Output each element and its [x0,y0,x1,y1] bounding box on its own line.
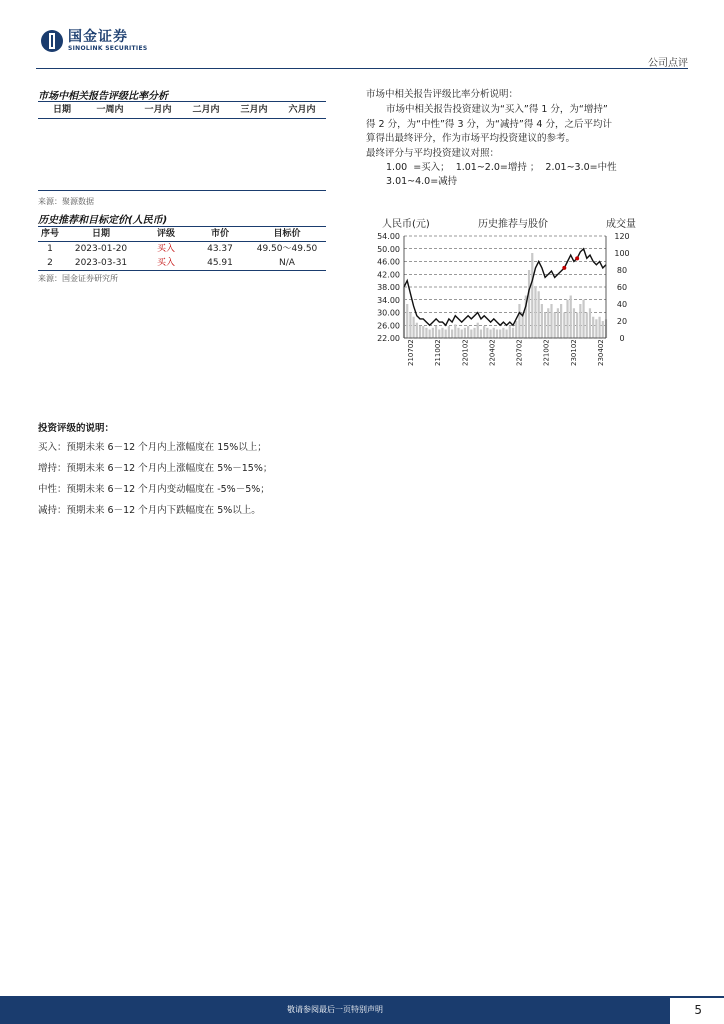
y-tick-label: 34.00 [377,295,400,305]
row-price: 43.37 [207,244,233,254]
col-price: 市价 [210,229,229,239]
page-footer [0,996,724,1024]
y2-tick-label: 60 [616,283,628,292]
row-date: 2023-01-20 [74,244,128,254]
chart-grid [404,236,606,338]
y2-tick-label: 40 [616,300,628,309]
volume-bar [512,328,514,338]
x-tick-label: 220102 [461,339,470,366]
recommendation-marker [575,256,579,260]
rating-explain-title: 市场中相关报告评级比率分析说明： [366,89,519,100]
x-tick-label: 210702 [407,339,415,366]
volume-bar [563,313,565,339]
y-tick-label: 42.00 [377,270,400,280]
volume-bar [470,330,472,339]
page-number-box [670,996,724,1024]
volume-bar [473,328,475,338]
investment-item-neutral: 中性：预期未来 6－12 个月内变动幅度在 -5%－5%； [38,484,270,495]
volume-bar [454,324,456,338]
rating-explain-line3: 算得出最终评分，作为市场平均投资建议的参考。 [366,133,576,144]
investment-item-buy: 买入：预期未来 6－12 个月内上涨幅度在 15%以上； [38,442,267,453]
col-target: 目标价 [273,229,301,239]
volume-bar [573,308,575,338]
volume-bar [566,300,568,338]
volume-bar [406,304,408,338]
volume-bar [467,326,469,338]
y2-tick-label: 80 [616,266,628,275]
rating-explain-line4: 最终评分与平均投资建议对照： [366,148,500,159]
volume-bar [576,313,578,339]
market-rating-rule-3 [38,190,326,191]
logo-text-en: SINOLINK SECURITIES [68,45,148,52]
y2-tick-label: 120 [614,232,630,241]
y-tick-label: 30.00 [377,308,400,318]
row-target: 49.50～49.50 [256,244,318,254]
volume-bar [480,330,482,339]
market-rating-source: 来源：聚源数据 [38,197,94,206]
chart-y2label: 成交量 [606,219,636,230]
volume-bar [486,328,488,338]
volume-bar [528,270,530,338]
volume-bar [547,308,549,338]
volume-bar [602,321,604,338]
company-logo [40,29,160,53]
row-no: 1 [47,244,53,254]
row-rating: 买入 [156,244,175,254]
volume-bar [541,304,543,338]
volume-bar [554,313,556,339]
volume-bar [515,321,517,338]
volume-bar [451,330,453,339]
footer-disclaimer: 敬请参阅最后一页特别声明 [287,1005,383,1014]
investment-title: 投资评级的说明： [38,423,115,434]
col-no: 序号 [40,229,59,239]
y2-tick-label: 20 [616,317,628,326]
volume-bar [518,304,520,338]
history-title: 历史推荐和目标定价(人民币) [38,215,168,226]
rating-explain-line6: 3.01~4.0=减持 [386,176,458,187]
col-month6: 六月内 [288,105,316,115]
rating-explain-line1: 市场中相关报告投资建议为“买入”得 1 分，为“增持” [386,104,608,115]
investment-item-overweight: 增持：预期未来 6－12 个月内上涨幅度在 5%－15%； [38,463,273,474]
volume-bar [550,304,552,338]
volume-bar [416,323,418,338]
y2-tick-label: 100 [614,249,630,258]
y-tick-label: 54.00 [377,232,400,241]
x-tick-label: 220702 [515,339,524,366]
volume-bar [570,296,572,339]
volume-bar [531,253,533,338]
volume-bar [538,291,540,338]
volume-bar [534,287,536,338]
col-week: 一周内 [96,105,124,115]
col-hdate: 日期 [91,229,110,239]
y-tick-label: 50.00 [377,244,400,254]
x-tick-label: 221002 [542,339,551,366]
volume-bar [419,325,421,338]
col-month3: 三月内 [240,105,268,115]
volume-bar [422,326,424,338]
volume-bar [592,317,594,338]
row-no: 2 [47,258,53,268]
x-tick-label: 211002 [434,339,443,366]
history-table [38,227,326,270]
recommendation-marker [562,266,566,270]
x-tick-label: 230402 [597,339,605,366]
history-source: 来源：国金证券研究所 [38,274,118,283]
investment-item-underweight: 减持：预期未来 6－12 个月内下跌幅度在 5%以上。 [38,505,261,516]
volume-bar [409,313,411,339]
col-month1: 一月内 [144,105,172,115]
col-month2: 二月内 [192,105,220,115]
row-date: 2023-03-31 [74,258,128,268]
y-tick-label: 22.00 [377,334,400,343]
logo-text-cn: 国金证券 [68,29,128,45]
volume-bar [413,317,415,338]
volume-bar [582,300,584,338]
logo-icon [40,29,64,53]
table-row [38,256,326,270]
volume-bar [448,326,450,338]
y-tick-label: 26.00 [377,321,400,331]
row-rating: 买入 [156,258,175,268]
volume-bar [589,308,591,338]
col-rating: 评级 [156,229,175,239]
volume-bar [560,304,562,338]
table-row [38,242,326,257]
volume-bar [505,330,507,339]
volume-bar [489,330,491,339]
price-history-chart [366,214,642,374]
chart-title: 历史推荐与股价 [478,219,548,230]
y-tick-label: 38.00 [377,283,400,292]
volume-bar [457,328,459,338]
volume-bar [557,308,559,338]
volume-bar [544,313,546,339]
y2-tick-label: 0 [619,334,625,343]
volume-bar [464,328,466,338]
rating-explain-line2: 得 2 分，为“中性”得 3 分，为“减持”得 4 分，之后平均计 [366,119,612,130]
market-rating-title: 市场中相关报告评级比率分析 [38,91,168,102]
market-rating-table [38,103,326,117]
volume-bar [493,328,495,338]
volume-bar [586,313,588,339]
chart-ylabel: 人民币(元) [382,219,430,230]
market-rating-rule-2 [38,118,326,119]
volume-bar [441,328,443,338]
market-rating-rule [38,101,326,102]
rating-explain-line5: 1.00 =买入； 1.01~2.0=增持 ； 2.01~3.0=中性 [386,162,617,173]
volume-bar [429,330,431,339]
header-divider [36,68,688,69]
history-rule-bottom [38,270,326,271]
volume-bar [438,330,440,339]
y-tick-label: 46.00 [377,257,400,267]
volume-bar [502,328,504,338]
volume-bar [435,325,437,338]
document-type: 公司点评 [648,58,688,69]
volume-bar [579,304,581,338]
volume-bar [445,330,447,339]
volume-bar [477,323,479,338]
volume-bar [499,330,501,339]
volume-bar [509,326,511,338]
x-tick-label: 230102 [569,339,578,366]
page-number: 5 [694,1003,702,1017]
volume-bar [461,330,463,339]
volume-bar [483,326,485,338]
volume-bar [425,328,427,338]
row-target: N/A [279,258,295,268]
row-price: 45.91 [207,258,233,268]
col-date: 日期 [52,105,71,115]
volume-bar [595,319,597,338]
x-tick-label: 220402 [488,339,497,366]
chart-axes [377,232,630,366]
volume-bar [432,328,434,338]
volume-bar [598,317,600,338]
volume-bar [496,330,498,339]
